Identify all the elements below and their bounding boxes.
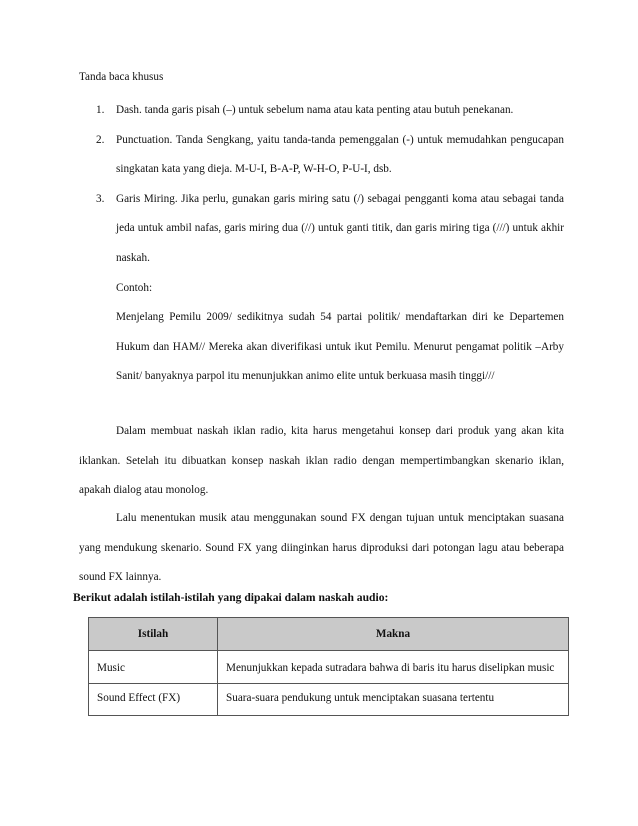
- term-cell: Music: [89, 651, 218, 684]
- paragraph: Lalu menentukan musik atau menggunakan sound FX dengan tujuan untuk menciptakan suasana yang mendukung skenario. Sound FX yang diinginkan harus diproduksi dari potongan lagu atau beberapa sound FX lainnya.: [79, 512, 564, 584]
- list-item: [96, 185, 564, 392]
- paragraph: Dalam membuat naskah iklan radio, kita harus mengetahui konsep dari produk yang akan kita iklankan. Setelah itu dibuatkan konsep naskah iklan radio dengan mempertimbangkan skenario iklan, apakah dialog atau monolog.: [79, 425, 564, 497]
- list-item: [96, 96, 564, 126]
- table-header-row: [89, 618, 569, 651]
- list-item-text: Garis Miring. Jika perlu, gunakan garis miring satu (/) sebagai pengganti koma atau sebagai tanda jeda untuk ambil nafas, garis miring dua (//) untuk ganti titik, dan garis miring tiga (///) untuk akhir naskah.: [116, 192, 564, 264]
- column-header: Makna: [218, 618, 569, 651]
- table-heading: Berikut adalah istilah-istilah yang dipakai dalam naskah audio:: [73, 591, 389, 604]
- list-number: 2.: [96, 133, 105, 146]
- example-text: Menjelang Pemilu 2009/ sedikitnya sudah 54 partai politik/ mendaftarkan diri ke Departemen Hukum dan HAM// Mereka akan diverifikasi untuk ikut Pemilu. Menurut pengamat politik –Arby Sanit/ banyaknya parpol itu menunjukkan animo elite untuk berkuasa masih tinggi///: [116, 311, 564, 383]
- term-cell: Sound Effect (FX): [89, 684, 218, 716]
- list-number: 1.: [96, 104, 105, 116]
- section-heading: Tanda baca khusus: [79, 71, 164, 83]
- list-item-text: Dash. tanda garis pisah (–) untuk sebelum nama atau kata penting atau butuh penekanan.: [116, 104, 514, 116]
- meaning-cell: Menunjukkan kepada sutradara bahwa di baris itu harus diselipkan music: [218, 651, 569, 684]
- list-item: [96, 126, 564, 185]
- column-header: Istilah: [89, 618, 218, 651]
- table-row: [89, 684, 569, 716]
- list-number: 3.: [96, 192, 105, 205]
- punctuation-list: [96, 96, 564, 392]
- meaning-cell: Suara-suara pendukung untuk menciptakan suasana tertentu: [218, 684, 569, 716]
- table-row: [89, 651, 569, 684]
- list-item-text: Punctuation. Tanda Sengkang, yaitu tanda-tanda pemenggalan (-) untuk memudahkan pengucapan singkatan kata yang dieja. M-U-I, B-A-P, W-H-O, P-U-I, dsb.: [116, 133, 564, 176]
- example-label: Contoh:: [116, 281, 153, 294]
- terms-table: [88, 617, 569, 716]
